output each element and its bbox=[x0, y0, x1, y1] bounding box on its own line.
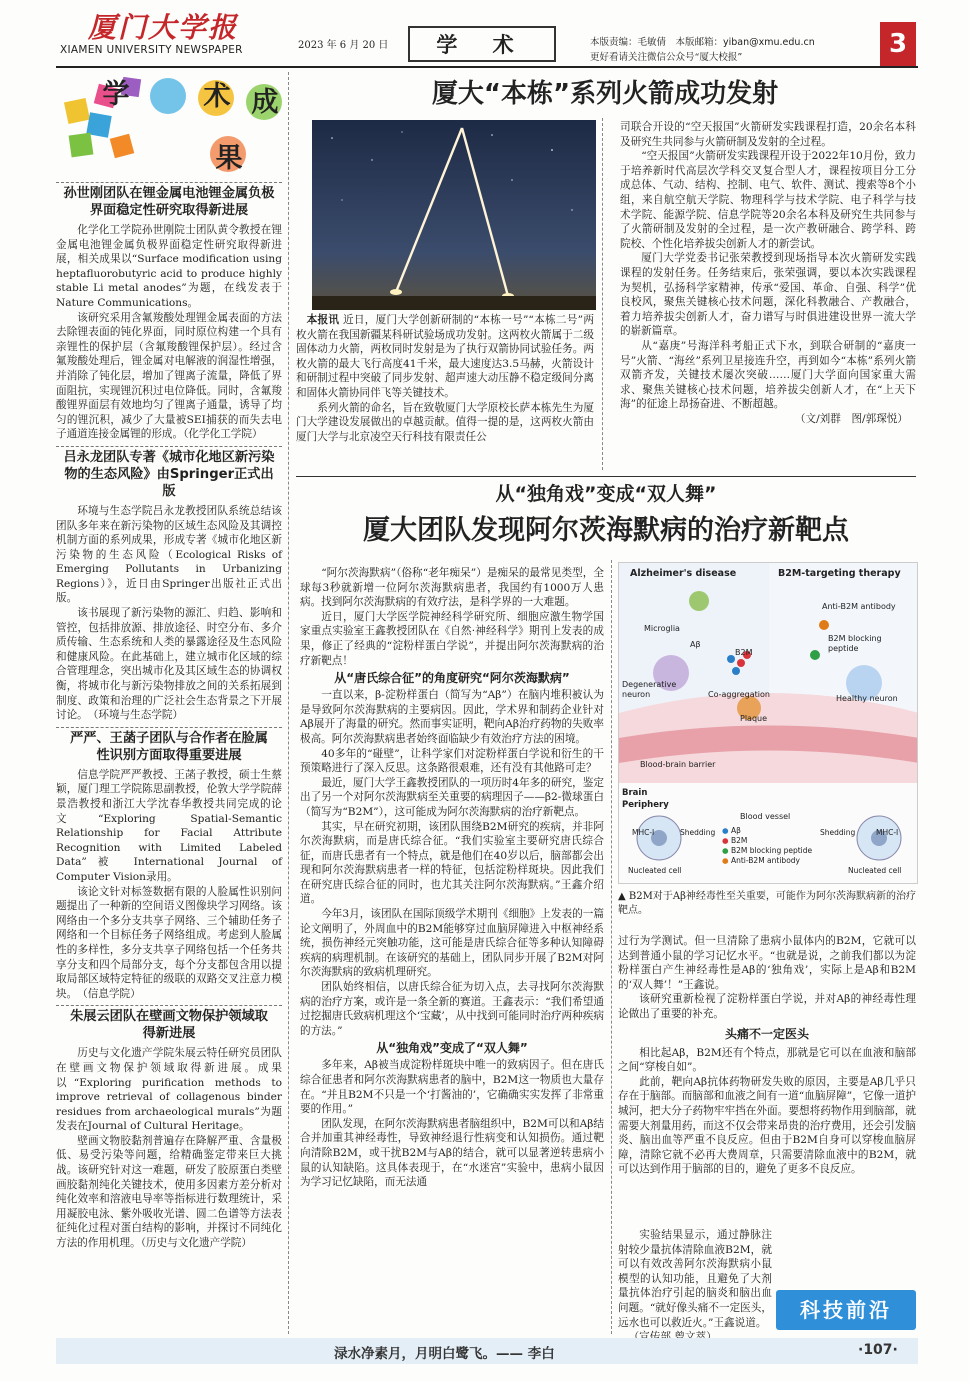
figure-label: Anti-B2M antibody bbox=[822, 602, 896, 611]
banner-char: 学 bbox=[102, 79, 130, 110]
article-paragraph: 团队发现，在阿尔茨海默病患者脑组织中，B2M可以和Aβ结合并加重其神经毒性，导致神经退行性病变和认知损伤。通过靶向清除B2M，或干扰B2M与Aβ的结合，就可以显著逆转患病小鼠的认知缺陷。这具体表现于，在“水迷宫”实验中，患病小鼠因为学习记忆缺陷，而无法通 bbox=[300, 1117, 604, 1189]
alz-kicker: 从“独角戏”变成“双人舞” bbox=[495, 483, 717, 505]
article-paragraph: 相比起Aβ，B2M还有个特点，那就是它可以在血液和脑部之间“穿梭自如”。 bbox=[618, 1046, 916, 1074]
masthead: 厦门大学报 bbox=[88, 11, 239, 44]
figure-label: MHC-I bbox=[632, 828, 655, 837]
article-title: 吕永龙团队专著《城市化地区新污染物的生态风险》由Springer正式出版 bbox=[63, 449, 275, 499]
article-paragraph: “阿尔茨海默病”（俗称“老年痴呆”）是痴呆的最常见类型，全球每3秒就新增一位阿尔茨海默病患者，我国约有1000万人患病。找到阿尔茨海默病的有效疗法，是科学界的一大难题。 bbox=[300, 567, 604, 609]
page-number-box: 3 bbox=[880, 22, 916, 66]
figure-label: Nucleated cell bbox=[628, 866, 682, 875]
subheading: 头痛不一定医头 bbox=[724, 1026, 809, 1041]
figure-legend: ● Aβ ● B2M ● B2M blocking peptide ● Anti-B2M antibody bbox=[722, 826, 813, 865]
subheading: 从“唐氏综合征”的角度研究“阿尔茨海默病” bbox=[334, 671, 570, 686]
figure-label: Blood-brain barrier bbox=[640, 760, 716, 769]
article-paragraph: 多年来，Aβ被当成淀粉样斑块中唯一的致病因子。但在唐氏综合征患者和阿尔茨海默病患者的脑中，B2M这一物质也大量存在。“并且B2M不只是一个‘打酱油的’，它确确实实发挥了非常重要的作用。” bbox=[300, 1059, 604, 1116]
figure-label: Nucleated cell bbox=[848, 866, 902, 875]
article-paragraph: 40多年的“碰壁”，让科学家们对淀粉样蛋白学说和衍生的干预策略进行了深入反思。这条路很艰难，还有没有其他路可走？ bbox=[300, 747, 604, 775]
article-paragraph: 其实，早在研究初期，该团队围绕B2M研究的疾病，并非阿尔茨海默病，而是唐氏综合征。“我们实验室主要研究唐氏综合征，而唐氏患者有一个特点，就是他们在40岁以后，脑部都会出现和阿尔茨海默病患者一样的特征，包括淀粉样斑块。因此我们在研究唐氏综合征的同时，也尤其关注阿尔茨海默病。”王鑫介绍道。 bbox=[300, 820, 604, 906]
banner-char: 成 bbox=[251, 87, 279, 118]
article-paragraph: 壁画文物胶黏剂普遍存在降解严重、含量极低、易受污染等问题，给精确鉴定带来巨大挑战。该研究针对这一难题，研发了胶原蛋白类壁画胶黏剂纯化关键技术，使用多因素方差分析对纯化效率和溶液电导率等指标进行数理统计，采用凝胶电泳、紫外吸收光谱、圆二色谱等方法表征纯化过程对蛋白结构的影响，并探讨不同纯化方法的作用机理。（历史与文化遗产学院） bbox=[56, 1134, 282, 1250]
figure-label: Co-aggregation bbox=[708, 690, 770, 699]
legend-label: B2M blocking peptide bbox=[730, 846, 813, 855]
article-paragraph: 团队始终相信，以唐氏综合征为切入点，去寻找阿尔茨海默病的治疗方案，或许是一条全新的赛道。王鑫表示：“我们希望通过挖掘唐氏致病机理这个‘宝藏’，从中找到可能同时治疗两种疾病的方法。” bbox=[300, 981, 604, 1037]
header-rule bbox=[56, 66, 918, 68]
article-paragraph: 最近，厦门大学王鑫教授团队的一项历时4年多的研究，鉴定出了另一个对阿尔茨海默病至关重要的病理因子——β2-微球蛋白（简写为“B2M”），这可能成为阿尔茨海默病的治疗新靶点。 bbox=[300, 776, 604, 818]
rocket-col1 bbox=[296, 313, 594, 444]
article-title: 孙世刚团队在锂金属电池锂金属负极界面稳定性研究取得新进展 bbox=[63, 186, 275, 218]
wechat-note: 更好看请关注微信公众号“厦大校报” bbox=[590, 52, 743, 63]
rocket-headline: 厦大“本栋”系列火箭成功发射 bbox=[431, 79, 779, 109]
article-paragraph: 环境与生态学院吕永龙教授团队系统总结该团队多年来在新污染物的区域生态风险及其调控机制方面的系列成果，形成专著《城市化地区新污染物的生态风险（Ecological Risks of Emerging Pollutants in Urbanizing Regions）》，近日由Springer出版社正式出版。 bbox=[56, 504, 282, 605]
article-paragraph: “空天报国”火箭研发实践课程开设于2022年10月份，致力于培养新时代高层次学科交叉复合型人才，课程按项目分工分成总体、气动、结构、控制、电气、软件、测试、搜索等8个小组，来自航空航天学院、物理科学与技术学院、电子科学与技术学院、能源学院、信息学院等20余名本科及研究生共同参与了火箭研制及发射的全过程，是一次产教研融合、跨学科、跨院校、个性化培养拔尖创新人才的新尝试。 bbox=[620, 150, 916, 250]
rocket-launch-image bbox=[312, 120, 596, 310]
microglia-cell bbox=[689, 591, 709, 611]
figure-label: B2M blocking peptide bbox=[828, 634, 882, 653]
article-paragraph: 化学化工学院孙世刚院士团队黄令教授在锂金属电池锂金属负极界面稳定性研究取得新进展，相关成果以“Surface modification using heptafluorobutyric acid to produce highly stable Li metal anodes”为题，在线发表于Nature Communications。 bbox=[56, 224, 282, 309]
article-paragraph: 近日，厦门大学医学院神经科学研究所、细胞应激生物学国家重点实验室王鑫教授团队在《自然·神经科学》期刊上发表的成果，修正了经典的“淀粉样蛋白学说”，并提出阿尔茨海默病的治疗新靶点！ bbox=[300, 610, 604, 667]
alz-col2 bbox=[618, 934, 916, 1177]
editor-info: 本版责编：毛敏倩 本版邮箱：yiban@xmu.edu.cn bbox=[590, 37, 815, 48]
issue-date: 2023 年 6 月 20 日 bbox=[298, 40, 389, 51]
article-paragraph: 该论文针对标签数据有限的人脸属性识别问题提出了一种新的空间语义图像块学习网络。该网络由一个多分支共享子网络、三个辅助任务子网络和一个目标任务子网络组成。考虑到人脸属性的多样性，多分支共享子网络包括一个任务共享分支和四个局部分支，每个分支都包含用以提取局部区域特定特征的级联的双路交叉注意力模块。 （信息学院） bbox=[56, 885, 282, 1000]
footer-quote: 渌水净素月，月明白鹭飞。—— 李白 bbox=[334, 1346, 555, 1362]
article-paragraph: 该书展现了新污染物的源汇、归趋、影响和管控，包括排放源、排放途径、时空分布、多介质传输、生态系统和人类的暴露途径及生态风险和健康风险。在此基础上，建立城市化区域的综合管理理念，突出城市化及其区域生态的协调权衡，将城市化与新污染物排放之间的关系拓展到制度、政策和治理的广泛社会生态背景之下开展讨论。 （环境与生态学院） bbox=[56, 607, 282, 722]
article-title: 朱展云团队在壁画文物保护领域取得新进展 bbox=[70, 1009, 268, 1042]
figure-label: Shedding bbox=[820, 828, 856, 837]
article-paragraph: 历史与文化遗产学院朱展云特任研究员团队在壁画文物保护领域取得新进展。成果以“Exploring purification methods to improve retrieval of collagenous binder residues from archaeological murals”为题发表在Journal of Cultural Heritage。 bbox=[56, 1047, 282, 1133]
subheading: 从“独角戏”变成了“双人舞” bbox=[376, 1041, 528, 1056]
article-paragraph: 系列火箭的命名，旨在致敬厦门大学原校长萨本栋先生为厦门大学建设发展做出的卓越贡献。值得一提的是，这两枚火箭由厦门大学与北京凌空天行科技有限责任公 bbox=[296, 401, 594, 443]
figure-title-left: Alzheimer's disease bbox=[630, 568, 737, 579]
article-paragraph: 今年3月，该团队在国际顶级学术期刊《细胞》上发表的一篇论文阐明了，外周血中的B2M能够穿过血脑屏障进入中枢神经系统，损伤神经元突触功能，这可能是唐氏综合征等多种认知障碍疾病的病理机制。在该研究的基础上，团队同步开展了B2M对阿尔茨海默病的致病机理研究。 bbox=[300, 908, 604, 979]
section-title: 学 术 bbox=[436, 33, 528, 57]
legend-label: Anti-B2M antibody bbox=[730, 856, 800, 865]
article-title: 严严、王菡子团队与合作者在脸属性识别方面取得重要进展 bbox=[70, 730, 268, 763]
rocket-col2 bbox=[620, 120, 916, 426]
figure-caption: ▲ B2M对于Aβ神经毒性至关重要，可能作为阿尔茨海默病新的治疗靶点。 bbox=[618, 891, 916, 916]
article-paragraph: 该研究采用含氟羧酸处理锂金属表面的方法去除锂表面的钝化界面，同时原位构建一个具有亲锂性的保护层（含氟羧酸锂保护层）。经过含氟羧酸处理后，锂金属对电解液的润湿性增强，并消除了钝化层，增加了锂离子流量，降低了界面阻抗，实现锂沉积过电位降低。同时，含氟羧酸锂界面层有效地均匀了锂离子通量，诱导了均匀的锂沉积，减少了大量被SEI捕获的而失去电子通道连接金属锂的形成。（化学化工学院） bbox=[56, 311, 282, 441]
article-paragraph: 一直以来，β-淀粉样蛋白（简写为“Aβ”）在脑内堆积被认为是导致阿尔茨海默病的主要病因。因此，学术界和制药企业针对Aβ展开了海量的研究。然而事实证明，靶向Aβ治疗药物的失败率极高。阿尔茨海默病患者始终面临缺少有效治疗方法的困境。 bbox=[300, 689, 604, 745]
figure-label: B2M bbox=[735, 648, 753, 657]
column-divider bbox=[611, 560, 612, 1334]
column-divider bbox=[288, 72, 289, 1334]
legend-label: Aβ bbox=[730, 826, 741, 835]
article-paragraph: 信息学院严严教授、王菡子教授，硕士生蔡颖，厦门理工学院陈思副教授，伦敦大学学院薛景浩教授和浙江大学沈春华教授共同完成的论文“Exploring Spatial-Semantic Relationship for Facial Attribute Recognition with Limited Labeled Data”被 International Journal of Computer Vision录用。 bbox=[56, 768, 282, 883]
column-divider bbox=[602, 118, 603, 470]
tech-frontier-badge: 科技前沿 bbox=[776, 1290, 916, 1330]
article-paragraph: 司联合开设的“空天报国”火箭研发实践课程打造，20余名本科及研究生共同参与火箭研制及发射的全过程。 bbox=[620, 121, 916, 148]
article-paragraph: 从“嘉庚”号海洋科考船正式下水，到联合研制的“嘉庚一号”火箭、“海丝”系列卫星接连升空，再到如今“本栋”系列火箭双箭齐发，关键技术屡次突破……厦门大学面向国家重大需求、聚焦关键核心技术问题，培养拔尖创新人才，在“上天下海”的征途上昂扬奋进、不断超越。 bbox=[620, 339, 916, 411]
figure-label: Aβ bbox=[690, 640, 701, 649]
masthead-en: XIAMEN UNIVERSITY NEWSPAPER bbox=[60, 44, 243, 56]
figure-label: MHC-I bbox=[876, 828, 899, 837]
figure-label: Microglia bbox=[644, 624, 680, 633]
banner-char: 果 bbox=[215, 143, 243, 174]
footer-page: ·107· bbox=[858, 1342, 898, 1358]
article-paragraph: 厦门大学党委书记张荣教授到现场指导本次火箭研发实践课程的发射任务。任务结束后，张荣强调，要以本次实践课程为契机，弘扬科学家精神，传承“爱国、革命、自强、科学”优良校风，聚焦关键核心技术问题，深化科教融合、产教融合，着力培养拔尖创新人才，奋力谱写与时俱进建设世界一流大学的崭新篇章。 bbox=[620, 252, 916, 338]
alz-col2-end bbox=[618, 1228, 772, 1345]
rocket-photo bbox=[312, 120, 596, 310]
article-paragraph: 过行为学测试。但一旦清除了患病小鼠体内的B2M，它就可以达到普通小鼠的学习记忆水平。“也就是说，之前我们都以为淀粉样蛋白产生神经毒性是Aβ的‘独角戏’，实际上是Aβ和B2M的‘双人舞’！”王鑫说。 bbox=[618, 935, 916, 991]
news-lead: 本报讯 bbox=[306, 314, 340, 326]
figure-label: Blood vessel bbox=[740, 812, 791, 821]
alz-headline: 厦大团队发现阿尔茨海默病的治疗新靶点 bbox=[363, 515, 849, 546]
figure-label: Shedding bbox=[680, 828, 716, 837]
figure-title-right: B2M-targeting therapy bbox=[778, 568, 901, 579]
article-paragraph: 此前，靶向Aβ抗体药物研发失败的原因，主要是Aβ几乎只存在于脑部。而脑部和血液之间有一道“血脑屏障”，它像一道护城河，把大分子药物牢牢挡在外面。要想将药物作用到脑部，就需要大剂量用药，而这不仅会带来昂贵的治疗费用，还会引发脑炎、脑出血等严重不良反应。但由于B2M自身可以穿梭血脑屏障，清除它就不必再大费周章，只需要清除血液中的B2M，就可以达到作用于脑部的目的，避免了更多不良反应。 bbox=[618, 1075, 916, 1176]
figure-label: Plaque bbox=[740, 714, 768, 723]
article-paragraph: 实验结果显示，通过静脉注射较少量抗体清除血液B2M，就可以有效改善阿尔茨海默病小鼠模型的认知功能，且避免了大剂量抗体治疗引起的脑炎和脑出血问题。“就好像头痛不一定医头，远水也可以救近火。”王鑫说道。 bbox=[618, 1229, 772, 1329]
left-column bbox=[56, 182, 282, 1251]
figure-label: Periphery bbox=[622, 800, 669, 810]
banner-char: 术 bbox=[203, 81, 231, 112]
alz-col1 bbox=[300, 566, 604, 1190]
article-paragraph: 近日，厦门大学创新研制的“本栋一号”“本栋二号”两枚火箭在我国新疆某科研试验场成功发射。这两枚火箭属于二级固体动力火箭，两枚同时发射是为了执行双箭协同试验任务。两枚火箭的最大飞行高度41千米，最大速度达3.5马赫，火箭设计和研制过程中突破了同步发射、超声速大动压静不稳定级间分离和固体火箭协同伴飞等关键技术。 bbox=[296, 314, 594, 399]
figure-label: Brain bbox=[622, 788, 648, 798]
figure-label: Healthy neuron bbox=[836, 694, 898, 703]
credit: （文/刘群 图/郭琛悦） bbox=[794, 412, 908, 425]
article-paragraph: 该研究重新检视了淀粉样蛋白学说，并对Aβ的神经毒性理论做出了重要的补充。 bbox=[618, 993, 916, 1020]
legend-label: B2M bbox=[730, 836, 748, 845]
figure-label: Degenerative neuron bbox=[622, 680, 677, 699]
section-rule bbox=[296, 476, 916, 477]
